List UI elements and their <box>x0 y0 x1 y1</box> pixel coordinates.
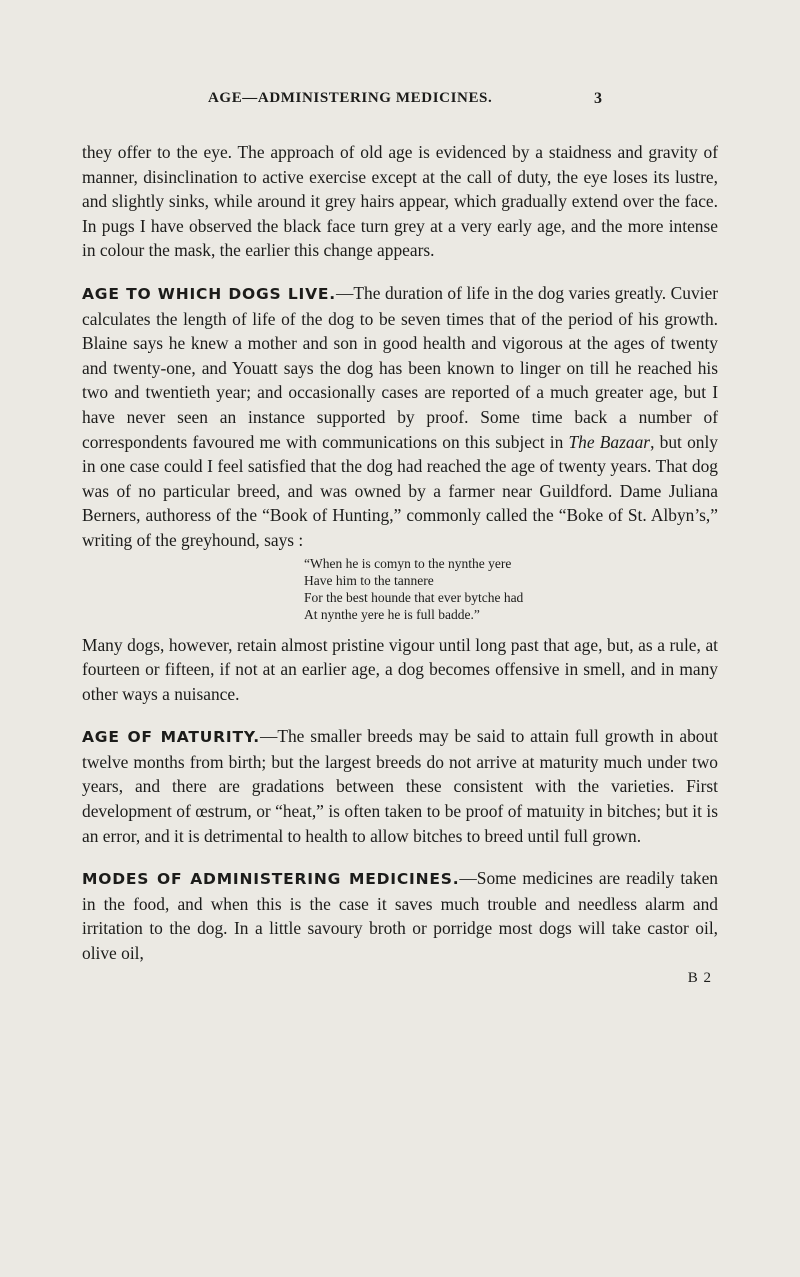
paragraph-text: —The smaller breeds may be said to attain full growth in about twelve months from birth; but the largest breeds do not arrive at maturity much under two years, and there are gradations between these consistent with the varieties. First development of œstrum, or “heat,” is often taken to be proof of matuıity in bitches; but it is an error, and it is detrimental to health to allow bitches to breed until full grown. <box>82 726 718 846</box>
paragraph-text: —The duration of life in the dog varies greatly. Cuvier calculates the length of life of the dog to be seven times that of the period of his growth. Blaine says he knew a mother and son in good health and vigorous at the ages of twenty and twenty-one, and Youatt says the dog has been known to linger on till he reached his two and twentieth year; and occasionally cases are reported of a much greater age, but I have never seen an instance supported by proof. Some time back a number of correspondents favoured me with communications on this subject in <box>82 282 718 452</box>
section-age-dogs-live <box>82 281 718 553</box>
section-heading: AGE OF MATURITY. <box>82 728 260 747</box>
paragraph-many-dogs: Many dogs, however, retain almost pristine vigour until long past that age, but, as a rule, at fourteen or fifteen, if not at an earlier age, a dog becomes offensive in smell, and in many other ways a nuisance. <box>82 634 718 704</box>
verse-line: “When he is comyn to the nynthe yere <box>304 555 512 571</box>
intro-paragraph: they offer to the eye. The approach of old age is evidenced by a staidness and gravity of manner, disinclination to active exercise except at the call of duty, the eye loses its lustre, and slightly sinks, while around it grey hairs appear, which gradually extend over the face. In pugs I have observed the black face turn grey at a very early age, and the more intense in colour the mask, the earlier this change appears. <box>82 142 718 261</box>
section-heading: MODES OF ADMINISTERING MEDICINES. <box>82 870 460 889</box>
verse-quotation <box>304 555 718 623</box>
signature-mark: B 2 <box>687 969 712 986</box>
verse-line: Have him to the tannere <box>304 572 434 588</box>
verse-line: At nynthe yere he is full badde.” <box>304 606 480 622</box>
page-number: 3 <box>594 90 602 107</box>
page-body <box>82 140 718 990</box>
section-age-maturity <box>82 724 718 848</box>
section-heading: AGE TO WHICH DOGS LIVE. <box>82 284 336 303</box>
paragraph-text: —Some medicines are readily taken in the food, and when this is the case it saves much trouble and needless alarm and irritation to the dog. In a little savoury broth or porridge most dogs will take castor oil, olive oil, <box>82 868 718 964</box>
verse-line: For the best hounde that ever bytche had <box>304 589 524 605</box>
section-modes-medicines <box>82 866 718 965</box>
page-header <box>0 90 800 112</box>
publication-title: The Bazaar <box>568 431 651 452</box>
paragraph-text: , but only in one case could I feel satisfied that the dog had reached the age of twenty years. That dog was of no particular breed, and was owned by a farmer near Guildford. Dame Juliana Berners, authoress of the “Book of Hunting,” commonly called the “Boke of St. Albyn’s,” writing of the greyhound, says : <box>82 431 718 550</box>
running-head: AGE—ADMINISTERING MEDICINES. <box>208 90 493 106</box>
